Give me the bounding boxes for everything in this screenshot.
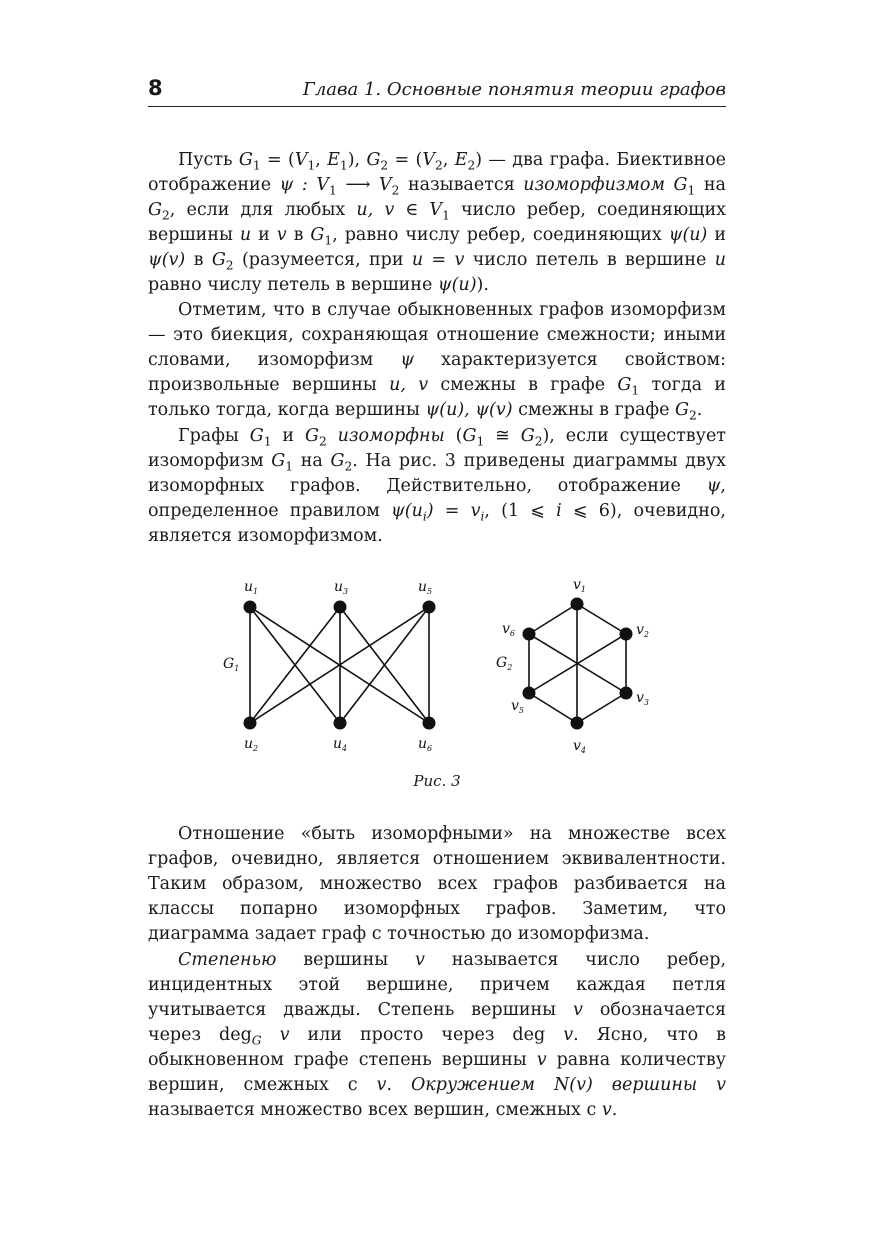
label-v6: $v_6$ <box>502 621 516 638</box>
term-degree: Степенью <box>178 950 277 970</box>
paragraph-isomorphic-graphs: Графы $G_1$ и $G_2$ изоморфны ($G_1$ ≅ $G_2$), если существует изоморфизм $G_1$ на $G_2$. На рис. 3 приведены диаграммы двух изоморфных графов. Действительно, отображение ψ, определенное правилом $\psi(u_i) = v_i$, (1 ⩽ i ⩽ 6), очевидно, является изоморфизмом. <box>148 426 726 546</box>
paragraph-equivalence: Отношение «быть изоморфными» на множестве всех графов, очевидно, является отношением эквивалентности. Таким образом, множество всех графов разбивается на классы попарно изоморфных графов. Заметим, что диаграмма задает граф с точностью до изоморфизма. <box>148 824 726 944</box>
label-u1: $u_1$ <box>244 579 259 596</box>
edge-v1-v2 <box>577 604 626 634</box>
vertex-v3 <box>620 687 633 700</box>
paragraph-degree-neighborhood: Степенью вершины v называется число ребер, инцидентных этой вершине, причем каждая петля учитывается дважды. Степень вершины v обозначается через deg$_G$ v или просто через deg v. Ясно, что в обыкновенном графе степень вершины v равна количеству вершин, смежных с v. Окружением N(v) вершины v называется множество всех вершин, смежных с v. <box>148 950 727 1120</box>
paragraph-adjacency-remark: Отметим, что в случае обыкновенных графов изоморфизм — это биекция, сохраняющая отношение смежности; иными словами, изоморфизм ψ характеризуется свойством: произвольные вершины u, v смежны в графе $G_1$ тогда и только тогда, когда вершины ψ(u), ψ(v) смежны в графе $G_2$. <box>148 300 726 423</box>
vertex-u3 <box>334 601 347 614</box>
edge-v4-v5 <box>529 693 577 723</box>
vertex-u6 <box>423 717 436 730</box>
running-header <box>148 76 726 107</box>
g2-edges <box>529 604 626 723</box>
label-u2: $u_2$ <box>244 736 259 753</box>
edge-v6-v1 <box>529 604 577 634</box>
term-neighborhood: Окружением <box>410 1075 536 1095</box>
paragraph-isomorphism-definition: Пусть $G_1 = (V_1$, $E_1$), $G_2 = (V_2$, $E_2$) — два графа. Биективное отображение ψ : $V_1$ ⟶ $V_2$ называется изоморфизмом $G_1$ на $G_2$, если для любых u, v ∈ $V_1$ число ребер, соединяющих вершины u и v в $G_1$, равно числу ребер, соединяющих ψ(u) и ψ(v) в $G_2$ (разумеется, при u = v число петель в вершине u равно числу петель в вершине ψ(u)). <box>148 150 727 295</box>
term-isomorphic: изоморфны <box>337 426 445 446</box>
label-u6: $u_6$ <box>418 736 433 753</box>
term-isomorphism: изоморфизмом <box>523 175 665 195</box>
edge-v3-v4 <box>577 693 626 723</box>
g1-edges <box>250 607 429 723</box>
vertex-u4 <box>334 717 347 730</box>
label-v3: $v_3$ <box>636 690 650 707</box>
vertex-v6 <box>523 628 536 641</box>
label-v5: $v_5$ <box>511 698 525 715</box>
vertex-u2 <box>244 717 257 730</box>
vertex-v4 <box>571 717 584 730</box>
label-G1: $G_1$ <box>223 656 240 673</box>
label-G2: $G_2$ <box>496 655 513 672</box>
label-u3: $u_3$ <box>334 579 349 596</box>
label-v1: $v_1$ <box>573 577 587 594</box>
label-u5: $u_5$ <box>418 579 433 596</box>
label-v4: $v_4$ <box>573 738 587 755</box>
vertex-v5 <box>523 687 536 700</box>
vertex-v2 <box>620 628 633 641</box>
label-u4: $u_4$ <box>333 736 348 753</box>
figure-caption: Рис. 3 <box>413 772 461 790</box>
figure-svg <box>200 570 680 775</box>
vertex-v1 <box>571 598 584 611</box>
running-title: Глава 1. Основные понятия теории графов <box>302 79 726 100</box>
label-v2: $v_2$ <box>636 622 650 639</box>
vertex-u5 <box>423 601 436 614</box>
page-number: 8 <box>148 76 163 100</box>
vertex-u1 <box>244 601 257 614</box>
figure-3-isomorphic-graphs <box>200 570 680 775</box>
